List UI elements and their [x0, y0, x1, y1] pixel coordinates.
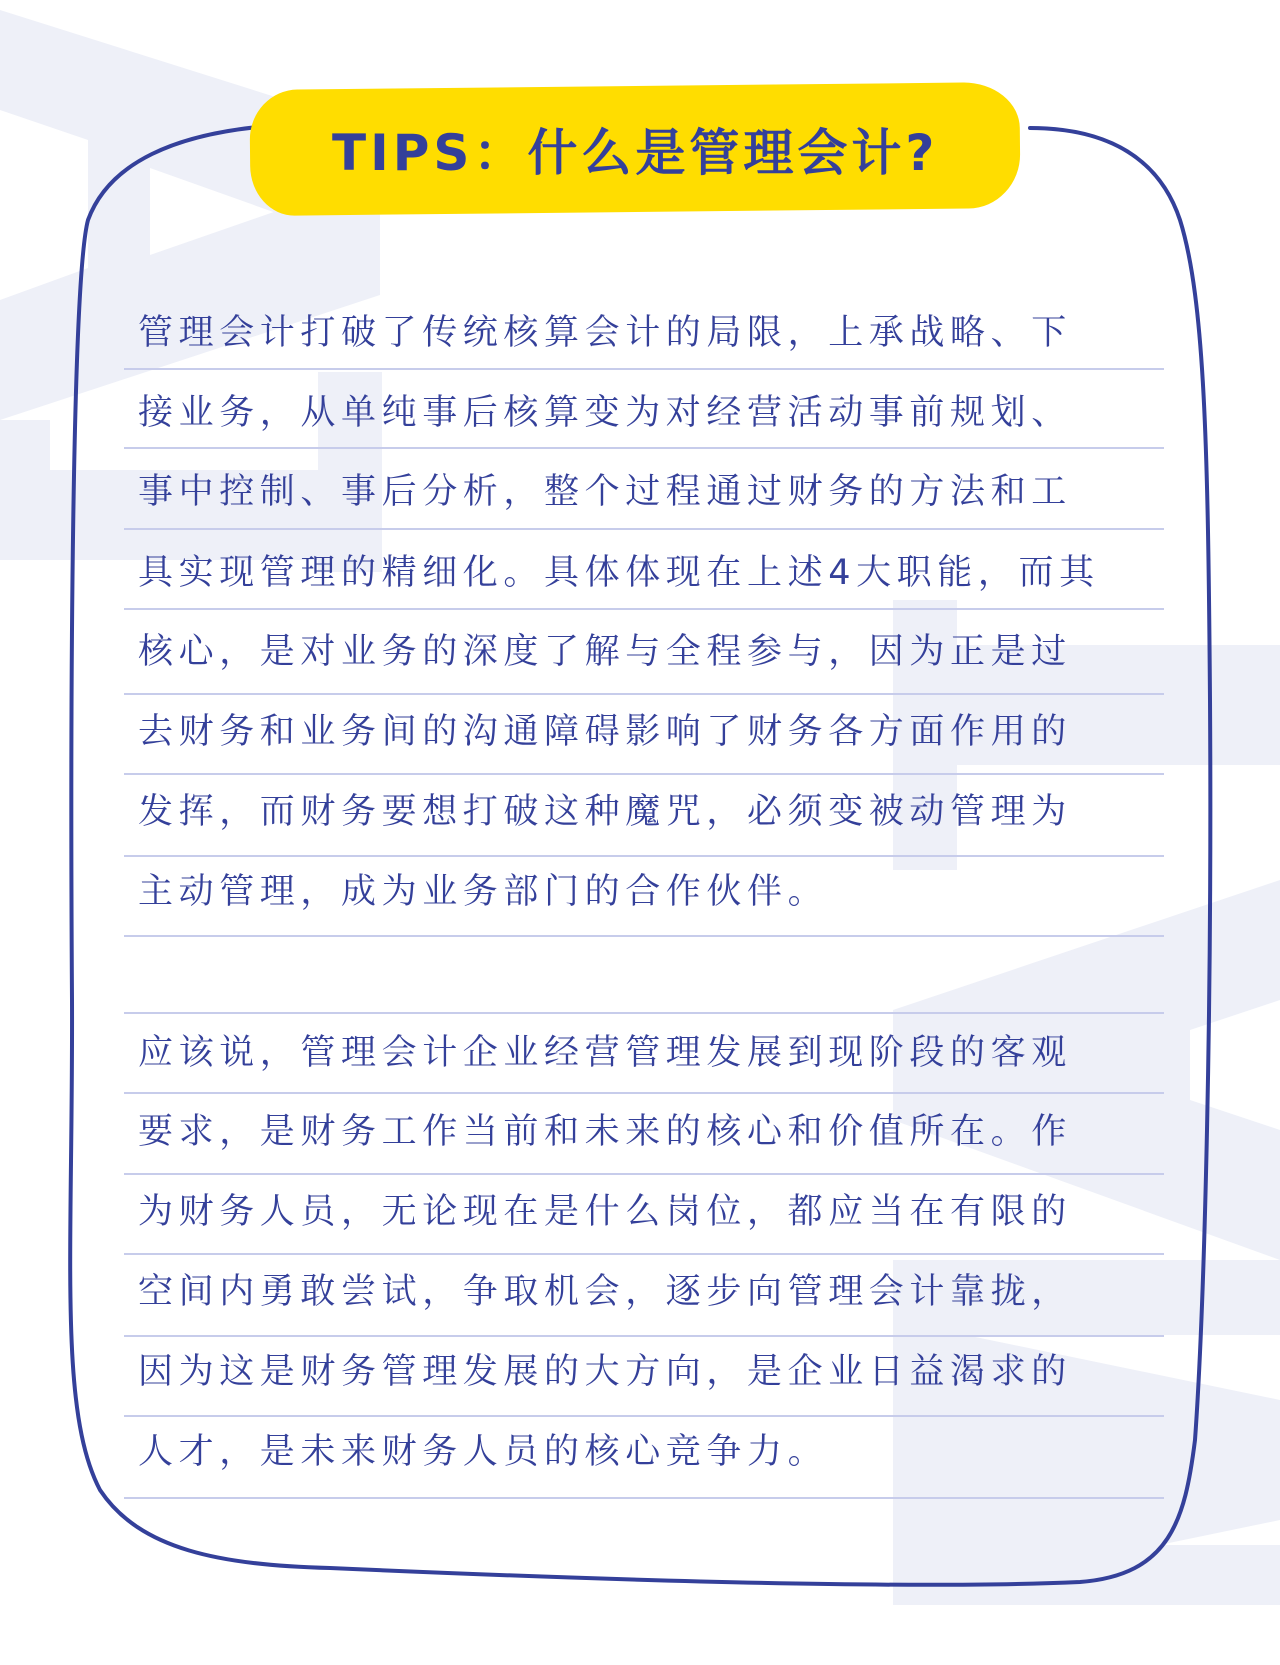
ruled-line	[124, 1092, 1164, 1094]
text-line: 因为这是财务管理发展的大方向，是企业日益渴求的	[138, 1352, 1072, 1392]
ruled-line	[124, 1253, 1164, 1255]
text-line: 要求，是财务工作当前和未来的核心和价值所在。作	[138, 1112, 1072, 1152]
page-title: TIPS：什么是管理会计?	[331, 124, 939, 182]
text-line: 主动管理，成为业务部门的合作伙伴。	[138, 872, 829, 912]
text-line: 去财务和业务间的沟通障碍影响了财务各方面作用的	[138, 712, 1072, 752]
ruled-line	[124, 608, 1164, 610]
text-line: 为财务人员，无论现在是什么岗位，都应当在有限的	[138, 1192, 1072, 1232]
ruled-line	[124, 693, 1164, 695]
ruled-line	[124, 935, 1164, 937]
text-line: 接业务，从单纯事后核算变为对经营活动事前规划、	[138, 393, 1072, 433]
ruled-line	[124, 447, 1164, 449]
ruled-line	[124, 1415, 1164, 1417]
ruled-line	[124, 1173, 1164, 1175]
text-line: 管理会计打破了传统核算会计的局限，上承战略、下	[138, 313, 1072, 353]
text-line: 事中控制、事后分析，整个过程通过财务的方法和工	[138, 472, 1072, 512]
text-line: 具实现管理的精细化。具体体现在上述4大职能，而其	[138, 553, 1100, 593]
ruled-line	[124, 1335, 1164, 1337]
text-line: 发挥，而财务要想打破这种魔咒，必须变被动管理为	[138, 792, 1072, 832]
ruled-line	[124, 855, 1164, 857]
text-line: 人才，是未来财务人员的核心竞争力。	[138, 1432, 829, 1472]
ruled-line	[124, 368, 1164, 370]
ruled-line	[124, 1012, 1164, 1014]
title-badge	[249, 82, 1020, 216]
ruled-line	[124, 528, 1164, 530]
text-line: 应该说，管理会计企业经营管理发展到现阶段的客观	[138, 1033, 1072, 1073]
text-line: 空间内勇敢尝试，争取机会，逐步向管理会计靠拢，	[138, 1272, 1072, 1312]
ruled-line	[124, 773, 1164, 775]
text-line: 核心，是对业务的深度了解与全程参与，因为正是过	[138, 632, 1072, 672]
ruled-line	[124, 1497, 1164, 1499]
